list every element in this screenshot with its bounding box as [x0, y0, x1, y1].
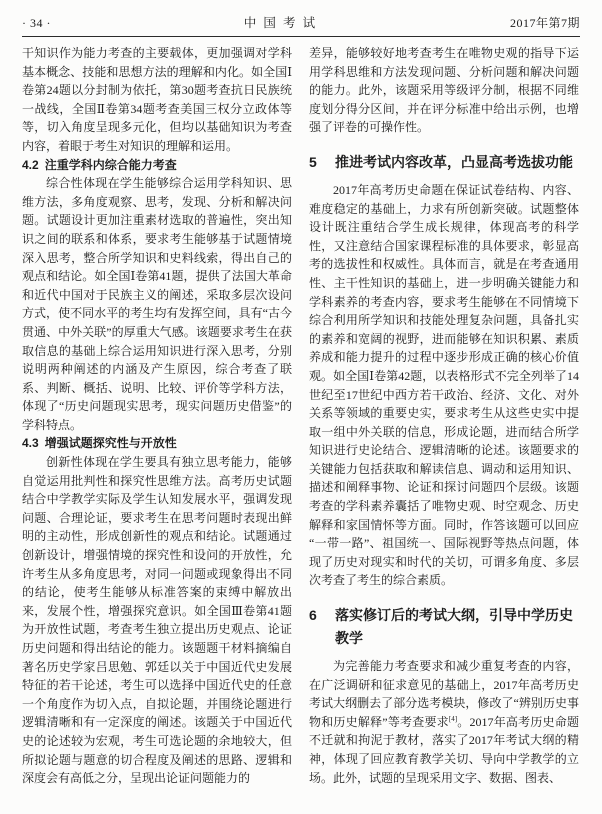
section-4-2-body: 综合性体现在学生能够综合运用学科知识、思维方法，多角度观察、思考，发现、分析和解决问题。试题设计更加注重素材选取的普遍性，突出知识之间的联系和体系，要求考生能够基于试题情境深入思考，整合所学知识和史料线索，得出自己的观点和结论。如全国Ⅰ卷第41题，提供了法国大革命和近代中国对于民族主义的阐述，采取多层次设问方式，使不同水平的考生均有发挥空间，具有“古今贯通、中外关联”的厚重大气感。该题要求考生在获取信息的基础上综合运用知识进行深入思考，分别说明两种阐述的内涵及产生原因，综合考查了联系、判断、概括、说明、比较、评价等学科方法，体现了“历史问题现实思考，现实问题历史借鉴”的学科特点。: [22, 176, 292, 432]
section-heading-6: [309, 604, 579, 650]
right-column: [309, 44, 579, 788]
section-title-5: 推进考试内容改革，凸显高考选拔功能: [335, 153, 573, 170]
section-title-4-2: 注重学科内综合能力考查: [44, 157, 177, 172]
two-column-layout: [22, 44, 580, 788]
section-heading-5: [309, 151, 579, 174]
section-6-body: [309, 657, 579, 787]
journal-title: 中 国 考 试: [243, 16, 318, 30]
section-number-5: 5: [309, 153, 317, 170]
section-6-text-after-ref: 。2017年高考历史命题不迁就和拘泥于教材，落实了2017年考试大纲的精神，体现了回应教育教学关切、导向中学教学的立场。此外，试题的呈现采用文字、数据、图表、: [309, 714, 579, 785]
section-title-6: 落实修订后的考试大纲，引导中学历史教学: [335, 607, 573, 647]
citation-ref-4: [4]: [448, 714, 458, 723]
section-heading-4-3: [22, 434, 292, 453]
section-5-body: 2017年高考历史命题在保证试卷结构、内容、难度稳定的基础上，力求有所创新突破。试题整体设计既注重结合学生成长规律，体现高考的科学性，又注意结合国家课程标准的具体要求，彰显高考的选拔性和权威性。具体而言，就是在考查通用性、主干性知识的基础上，进一步明确关键能力和学科素养的考查内容，要求考生能够在不同情境下综合利用所学知识和技能处理复杂问题，具备扎实的素养和宽阔的视野，进而能够在知识积累、素质养成和能力提升的过程中逐步形成正确的核心价值观。如全国Ⅰ卷第42题，以表格形式不完全列举了14世纪至17世纪中西方若干政治、经济、文化、对外关系等领域的重要史实，要求考生从这些史实中提取一组中外关联的信息，形成论题，进而结合所学知识进行史论结合、逻辑清晰的论述。该题要求的关键能力包括获取和解读信息、调动和运用知识、描述和阐释事物、论证和探讨问题四个层级。该题考查的学科素养囊括了唯物史观、时空观念、历史解释和家国情怀等方面。同时，作答该题可以回应“一带一路”、祖国统一、国际视野等热点问题，体现了历史对现实和时代的关切，可谓多角度、多层次考查了考生的综合素质。: [309, 182, 579, 588]
page-number: · 34 ·: [22, 16, 51, 30]
section-number-4-3: 4.3: [22, 436, 39, 451]
issue-label: 2017年第7期: [509, 16, 580, 30]
running-head: [22, 0, 580, 31]
section-number-6: 6: [309, 607, 317, 624]
section-title-4-3: 增强试题探究性与开放性: [44, 436, 177, 451]
left-column: [22, 44, 292, 788]
section-6-text-before-ref: 为完善能力考查要求和减少重复考查的内容，在广泛调研和征求意见的基础上，2017年高考历史考试大纲删去了部分选考模块，修改了“辨别历史事物和历史解释”等考查要求: [309, 659, 579, 729]
section-4-3-body: 创新性体现在学生要具有独立思考能力，能够自觉运用批判性和探究性思维方法。高考历史试题结合中学教学实际及学生认知发展水平，强调发现问题、合理论证，要求考生在思考问题时表现出鲜明的主动性，形成创新性的观点和结论。试题通过创新设计，增强情境的探究性和设问的开放性，允许考生从多角度思考，对同一问题或现象得出不同的结论，使考生能够从标准答案的束缚中解放出来，发展个性，增强探究意识。如全国Ⅲ卷第41题为开放性试题，考查考生独立提出历史观点、论证历史问题和得出结论的能力。该题题干材料摘编自著名历史学家吕思勉、郭廷以关于中国近代史发展特征的若干论述，考生可以选择中国近代史的任意一个角度作为切入点，自拟论题，并围绕论题进行逻辑清晰和有一定深度的阐述。该题关于中国近代史的论述较为宏观，考生可选论题的余地较大，但所拟论题与题意的切合程度及阐述的思路、逻辑和深度会有高低之分，呈现出论证问题能力的: [22, 455, 292, 786]
paragraph-continuation-right: 差异，能够较好地考查考生在唯物史观的指导下运用学科思维和方法发现问题、分析问题和解决问题的能力。此外，该题采用等级评分制，根据不同维度划分得分区间，并在评分标准中给出示例，也增强了评卷的可操作性。: [309, 46, 579, 135]
paragraph-continuation-left: 干知识作为能力考查的主要载体，更加强调对学科基本概念、技能和思想方法的理解和内化。如全国Ⅰ卷第24题以分封制为依托，第30题考查抗日民族统一战线，全国Ⅱ卷第34题考查美国三权分立政体等等，切入角度呈现多元化，但均以基础知识为考查内容，着眼于考生对知识的理解和运用。: [22, 46, 292, 153]
section-number-4-2: 4.2: [22, 157, 39, 172]
header-divider: [22, 36, 580, 37]
section-heading-4-2: [22, 156, 292, 175]
